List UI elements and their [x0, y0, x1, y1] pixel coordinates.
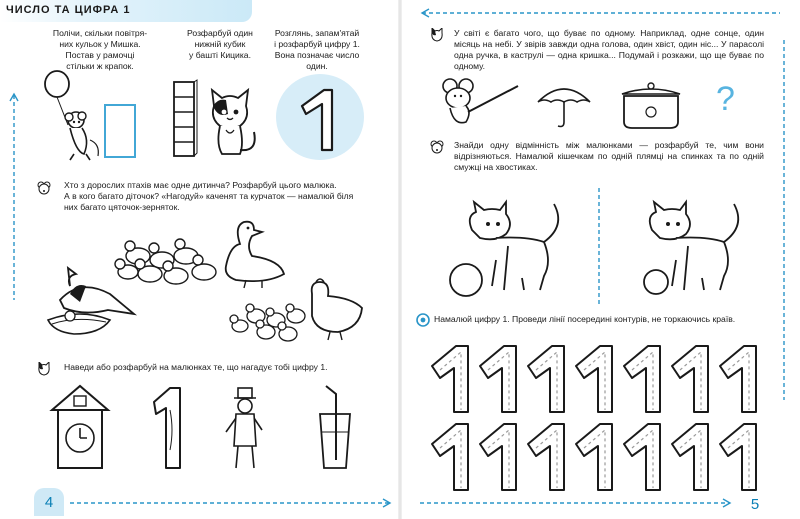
- instruction-cubes: Розфарбуй один нижній кубик у башті Кицика.: [187, 28, 253, 60]
- page-number-right: 5: [750, 495, 760, 513]
- section-title: ЧИСЛО ТА ЦИФРА 1: [6, 4, 131, 16]
- cat-illustration: [200, 88, 262, 160]
- cat-face-icon: [37, 362, 51, 376]
- target-icon: [416, 313, 430, 327]
- page-number-left: 4: [34, 488, 64, 516]
- cube-tower[interactable]: [172, 80, 198, 158]
- two-cats-illustration[interactable]: [436, 186, 766, 306]
- instruction-birds: Хто з дорослих птахів має одне дитинча? Розфарбуй цього малюка. А в кого багато діточок? «Нагодуй» каченят та курчаток — намалюй біля них багато цяточок-зерняток.: [64, 180, 354, 212]
- instruction-balloons: Полічи, скільки повітря- них кульок у Мишка. Постав у рамочці стільки ж крапок.: [52, 28, 148, 71]
- dots-answer-box[interactable]: [104, 104, 136, 158]
- cat-face-icon: [430, 28, 444, 42]
- birds-illustration: [40, 216, 380, 344]
- trace-digits[interactable]: [426, 340, 776, 490]
- instruction-shapes: Наведи або розфарбуй на малюнках те, що нагадує тобі цифру 1.: [64, 362, 328, 372]
- digit-shapes-illustration: [40, 380, 380, 480]
- trace-one: [432, 346, 468, 412]
- instruction-one-of-kind: У світі є багато чого, що буває по одному. Наприклад, одне сонце, один місяць на небі. У звірів завжди одна голова, один хвіст, один ніс... У парасолі одна ручка, в каструлі — одна кришка... Подумай і розкажи, що ще буває по одному.: [454, 28, 764, 71]
- mouse-balloon-illustration: [40, 70, 110, 162]
- digit-one-outline[interactable]: [296, 86, 342, 154]
- instruction-digit: Розглянь, запам'ятай і розфарбуй цифру 1. Вона позначає число один.: [274, 28, 360, 71]
- instruction-difference: Знайди одну відмінність між малюнками — розфарбуй те, чим вони відрізняються. Намалюй кішечкам по одній плямці на спинках та по одній смужці на хвостиках.: [454, 140, 764, 172]
- instruction-trace: Намалюй цифру 1. Проведи лінії посередині контурів, не торкаючись країв.: [434, 314, 736, 324]
- mouse-face-icon: [37, 181, 51, 195]
- question-mark: ?: [716, 80, 735, 118]
- mouse-face-icon: [430, 140, 444, 154]
